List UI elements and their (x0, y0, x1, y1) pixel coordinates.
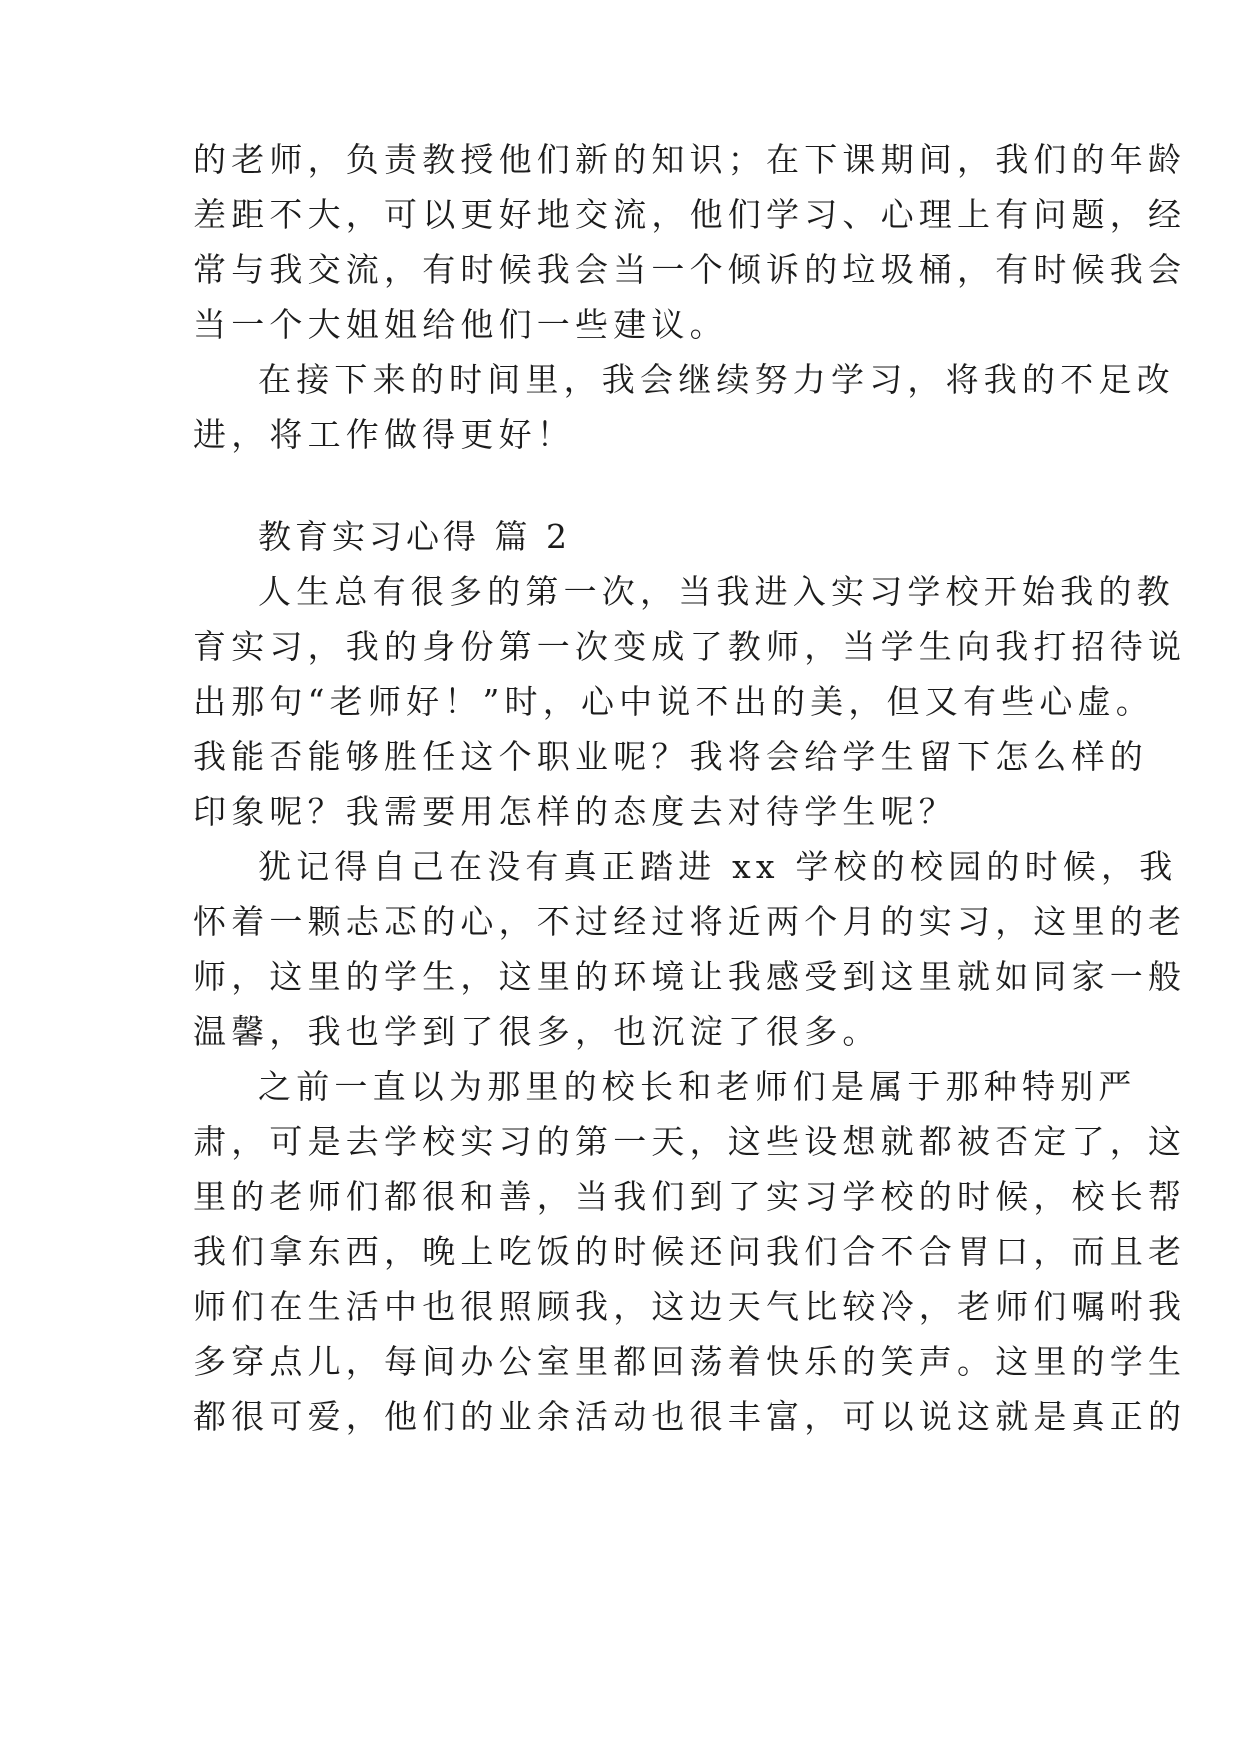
text-line (0, 727, 1241, 787)
text-line (0, 295, 1241, 355)
text-line (0, 617, 1241, 677)
text-line (0, 837, 1241, 897)
paragraph-text: 当一个大姐姐给他们一些建议。 (193, 305, 728, 344)
paragraph-text: 育实习，我的身份第一次变成了教师，当学生向我打招待说 (193, 627, 1187, 666)
paragraph-text: 的老师，负责教授他们新的知识；在下课期间，我们的年龄 (193, 140, 1187, 179)
paragraph-text: 在接下来的时间里，我会继续努力学习，将我的不足改 (258, 360, 1175, 399)
text-line (0, 1002, 1241, 1062)
text-line (0, 1222, 1241, 1282)
paragraph-text: 里的老师们都很和善，当我们到了实习学校的时候，校长帮 (193, 1177, 1187, 1216)
text-line (0, 947, 1241, 1007)
section-heading (0, 507, 1241, 567)
paragraph-text: 犹记得自己在没有真正踏进 xx 学校的校园的时候，我 (258, 847, 1178, 886)
text-line (0, 1112, 1241, 1172)
text-line (0, 1387, 1241, 1447)
paragraph-text: 进，将工作做得更好！ (193, 415, 575, 454)
paragraph-text: 印象呢？我需要用怎样的态度去对待学生呢？ (193, 792, 957, 831)
text-line (0, 1277, 1241, 1337)
paragraph-text: 常与我交流，有时候我会当一个倾诉的垃圾桶，有时候我会 (193, 250, 1187, 289)
paragraph-text: 我能否能够胜任这个职业呢？我将会给学生留下怎么样的 (193, 737, 1148, 776)
paragraph-text: 出那句“老师好！”时，心中说不出的美，但又有些心虚。 (193, 682, 1154, 721)
text-line (0, 672, 1241, 732)
paragraph-text: 温馨，我也学到了很多，也沉淀了很多。 (193, 1012, 881, 1051)
text-line (0, 1167, 1241, 1227)
text-line (0, 1057, 1241, 1117)
text-line (0, 185, 1241, 245)
section-title: 教育实习心得 篇 2 (258, 517, 571, 556)
paragraph-text: 师，这里的学生，这里的环境让我感受到这里就如同家一般 (193, 957, 1187, 996)
paragraph-text: 多穿点儿，每间办公室里都回荡着快乐的笑声。这里的学生 (193, 1342, 1187, 1381)
paragraph-text: 怀着一颗忐忑的心，不过经过将近两个月的实习，这里的老 (193, 902, 1187, 941)
text-line (0, 405, 1241, 465)
paragraph-text: 肃，可是去学校实习的第一天，这些设想就都被否定了，这 (193, 1122, 1187, 1161)
text-line (0, 1332, 1241, 1392)
paragraph-text: 差距不大，可以更好地交流，他们学习、心理上有问题，经 (193, 195, 1187, 234)
text-line (0, 562, 1241, 622)
text-line (0, 130, 1241, 190)
text-line (0, 350, 1241, 410)
text-line (0, 782, 1241, 842)
text-line (0, 240, 1241, 300)
paragraph-text: 之前一直以为那里的校长和老师们是属于那种特别严 (258, 1067, 1137, 1106)
text-line (0, 892, 1241, 952)
paragraph-text: 人生总有很多的第一次，当我进入实习学校开始我的教 (258, 572, 1175, 611)
paragraph-text: 都很可爱，他们的业余活动也很丰富，可以说这就是真正的 (193, 1397, 1187, 1436)
paragraph-text: 我们拿东西，晚上吃饭的时候还问我们合不合胃口，而且老 (193, 1232, 1187, 1271)
paragraph-text: 师们在生活中也很照顾我，这边天气比较冷，老师们嘱咐我 (193, 1287, 1187, 1326)
